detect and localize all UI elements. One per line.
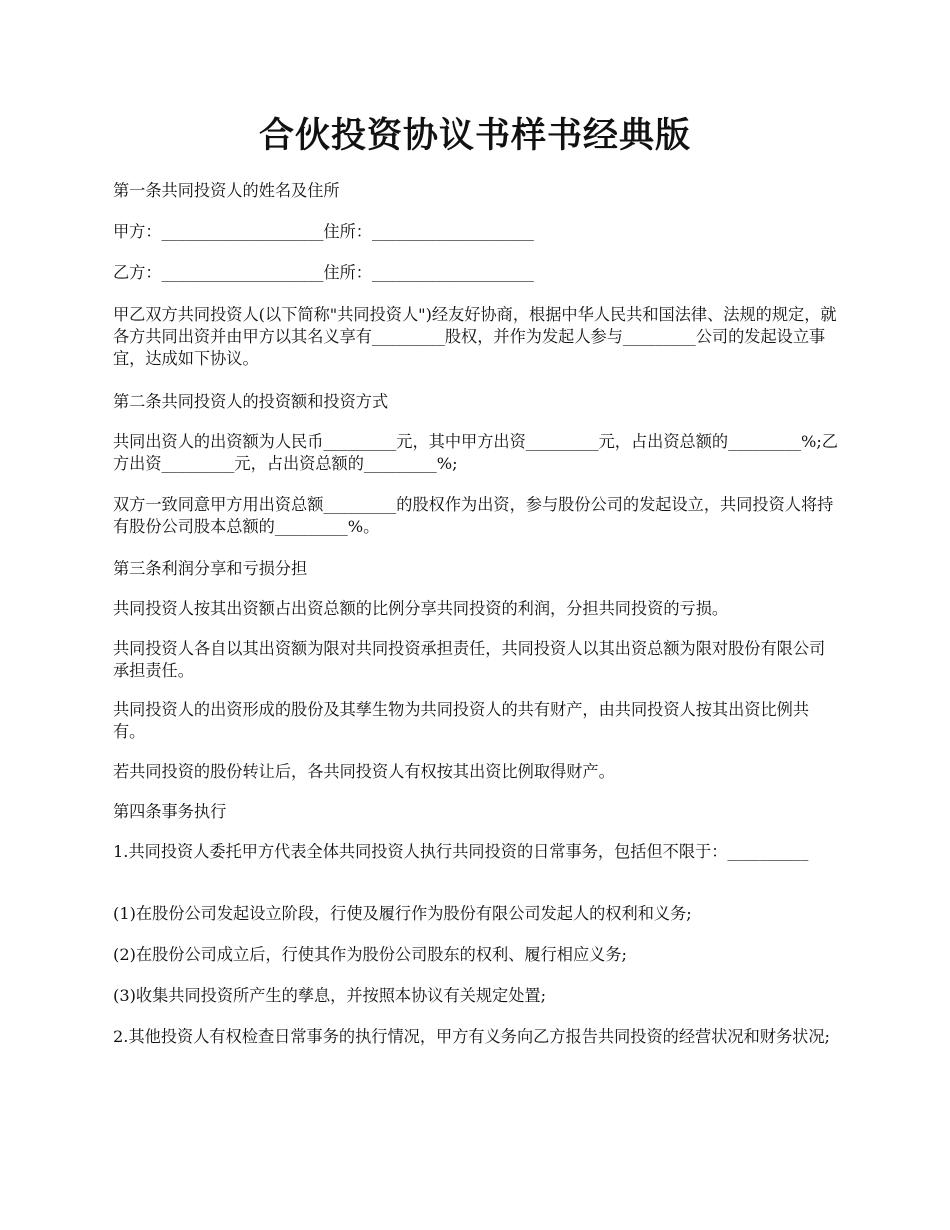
share-transfer-paragraph: 若共同投资的股份转让后，各共同投资人有权按其出资比例取得财产。 xyxy=(113,762,615,781)
section-heading-2: 第二条共同投资人的投资额和投资方式 xyxy=(113,392,389,411)
list-item-3: (3)收集共同投资所产生的孳息，并按照本协议有关规定处置; xyxy=(113,986,547,1005)
list-item-2: (2)在股份公司成立后，行使其作为股份公司股东的权利、履行相应义务; xyxy=(113,945,628,964)
investment-amount-paragraph: 共同出资人的出资额为人民币_________元，其中甲方出资_________元，占出资总额的_________%;乙方出资_________元，占出资总额的_________%; xyxy=(113,432,838,473)
section-heading-3: 第三条利润分享和亏损分担 xyxy=(113,559,308,578)
profit-sharing-paragraph: 共同投资人按其出资额占出资总额的比例分享共同投资的利润，分担共同投资的亏损。 xyxy=(113,599,729,618)
delegation-paragraph: 1.共同投资人委托甲方代表全体共同投资人执行共同投资的日常事务，包括但不限于：__________ xyxy=(113,842,809,861)
preamble-paragraph: 甲乙双方共同投资人(以下简称"共同投资人")经友好协商，根据中华人民共和国法律、法规的规定，就各方共同出资并由甲方以其名义享有_________股权，并作为发起人参与_________公司的发起设立事宜，达成如下协议。 xyxy=(113,305,837,368)
liability-paragraph: 共同投资人各自以其出资额为限对共同投资承担责任，共同投资人以其出资总额为限对股份有限公司承担责任。 xyxy=(113,639,826,680)
section-heading-4: 第四条事务执行 xyxy=(113,802,227,821)
inspection-paragraph: 2.其他投资人有权检查日常事务的执行情况，甲方有义务向乙方报告共同投资的经营状况和财务状况; xyxy=(113,1027,830,1046)
joint-property-paragraph: 共同投资人的出资形成的股份及其孳生物为共同投资人的共有财产，由共同投资人按其出资比例共有。 xyxy=(113,700,810,741)
party-b-line: 乙方：____________________住所：____________________ xyxy=(113,263,534,282)
party-a-line: 甲方：____________________住所：____________________ xyxy=(113,222,534,241)
section-heading-1: 第一条共同投资人的姓名及住所 xyxy=(113,181,340,200)
equity-contribution-paragraph: 双方一致同意甲方用出资总额_________的股权作为出资，参与股份公司的发起设立，共同投资人将持有股份公司股本总额的_________%。 xyxy=(113,495,834,536)
list-item-1: (1)在股份公司发起设立阶段，行使及履行作为股份有限公司发起人的权利和义务; xyxy=(113,904,692,923)
document-title: 合伙投资协议书样书经典版 xyxy=(258,115,691,156)
